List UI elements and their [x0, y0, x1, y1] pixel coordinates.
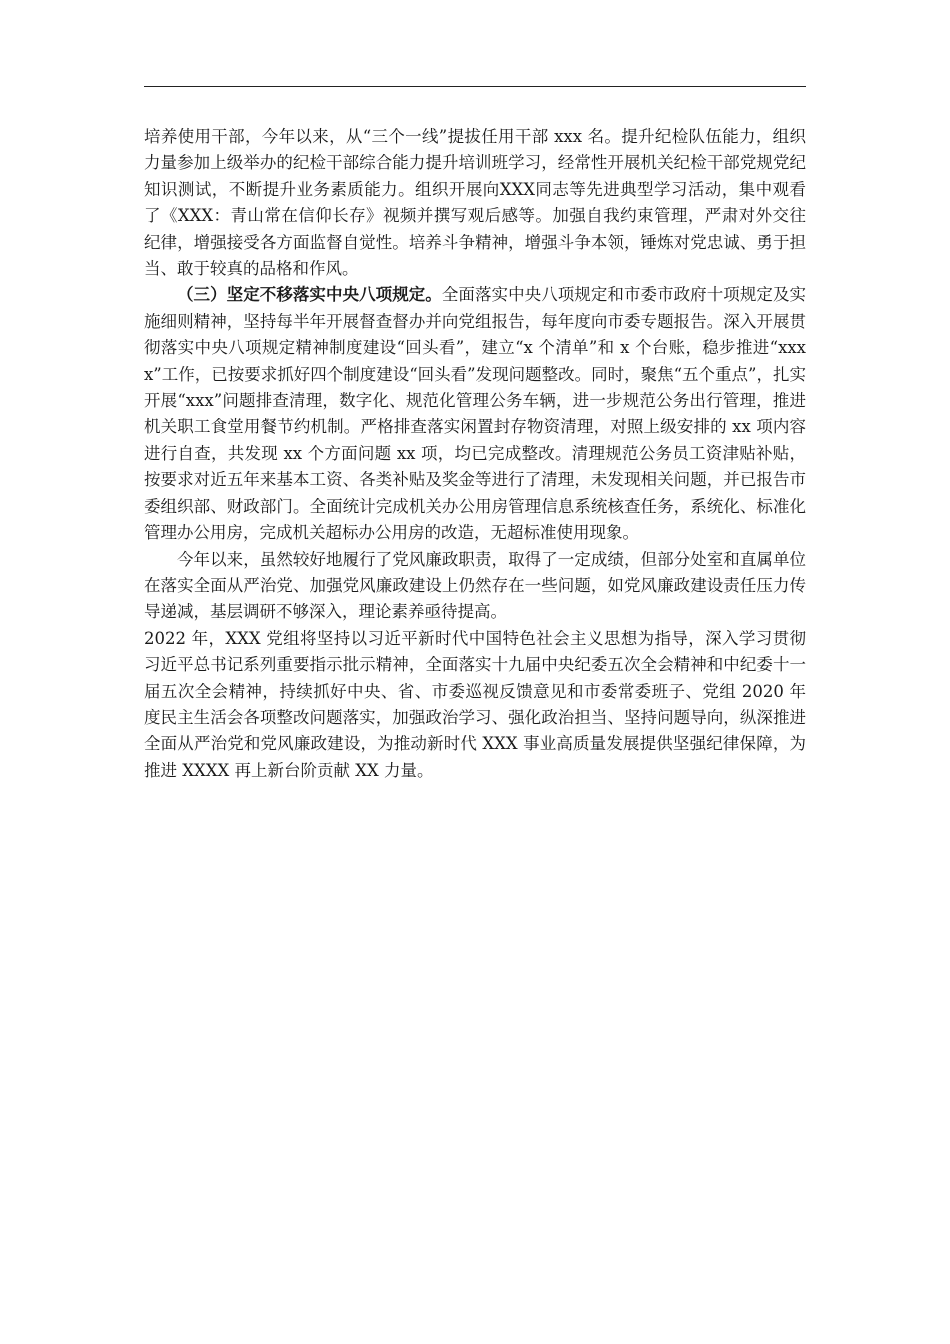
paragraph-text: 培养使用干部，今年以来，从“三个一线”提拔任用干部 xxx 名。提升纪检队伍能力，组织力量参加上级举办的纪检干部综合能力提升培训班学习，经常性开展机关纪检干部党规党纪知识测试，不断提升业务素质能力。组织开展向XXX同志等先进典型学习活动，集中观看了《XXX：青山常在信仰长存》视频并撰写观后感等。加强自我约束管理，严肃对外交往纪律，增强接受各方面监督自觉性。培养斗争精神，增强斗争本领，锤炼对党忠诚、勇于担当、敢于较真的品格和作风。 — [144, 127, 806, 279]
paragraph-2022-plan — [144, 626, 806, 784]
document-body — [144, 124, 806, 784]
section-heading: （三）坚定不移落实中央八项规定。 — [177, 285, 442, 305]
paragraph-cadre-training — [144, 124, 806, 282]
paragraph-text: 全面落实中央八项规定和市委市政府十项规定及实施细则精神，坚持每半年开展督查督办并向党组报告，每年度向市委专题报告。深入开展贯彻落实中央八项规定精神制度建设“回头看”，建立“x 个清单”和 x 个台账，稳步推进“xxxx”工作，已按要求抓好四个制度建设“回头看”发现问题整改。同时，聚焦“五个重点”，扎实开展“xxx”问题排查清理，数字化、规范化管理公务车辆，进一步规范公务出行管理，推进机关职工食堂用餐节约机制。严格排查落实闲置封存物资清理，对照上级安排的 xx 项内容进行自查，共发现 xx 个方面问题 xx 项，均已完成整改。清理规范公务员工资津贴补贴，按要求对近五年来基本工资、各类补贴及奖金等进行了清理，未发现相关问题，并已报告市委组织部、财政部门。全面统计完成机关办公用房管理信息系统核查任务，系统化、标准化管理办公用房，完成机关超标办公用房的改造，无超标准使用现象。 — [144, 285, 807, 543]
paragraph-existing-problems — [144, 547, 806, 626]
paragraph-text: 2022 年，XXX 党组将坚持以习近平新时代中国特色社会主义思想为指导，深入学习贯彻习近平总书记系列重要指示批示精神，全面落实十九届中央纪委五次全会精神和中纪委十一届五次全会精神，持续抓好中央、省、市委巡视反馈意见和市委常委班子、党组 2020 年度民主生活会各项整改问题落实，加强政治学习、强化政治担当、坚持问题导向，纵深推进全面从严治党和党风廉政建设，为推动新时代 XXX 事业高质量发展提供坚强纪律保障，为推进 XXXX 再上新台阶贡献 XX 力量。 — [144, 628, 806, 780]
header-rule — [144, 86, 806, 87]
paragraph-text: 今年以来，虽然较好地履行了党风廉政职责，取得了一定成绩，但部分处室和直属单位在落实全面从严治党、加强党风廉政建设上仍然存在一些问题，如党风廉政建设责任压力传导递减，基层调研不够深入，理论素养亟待提高。 — [144, 549, 806, 622]
paragraph-eight-regulations — [144, 282, 806, 546]
